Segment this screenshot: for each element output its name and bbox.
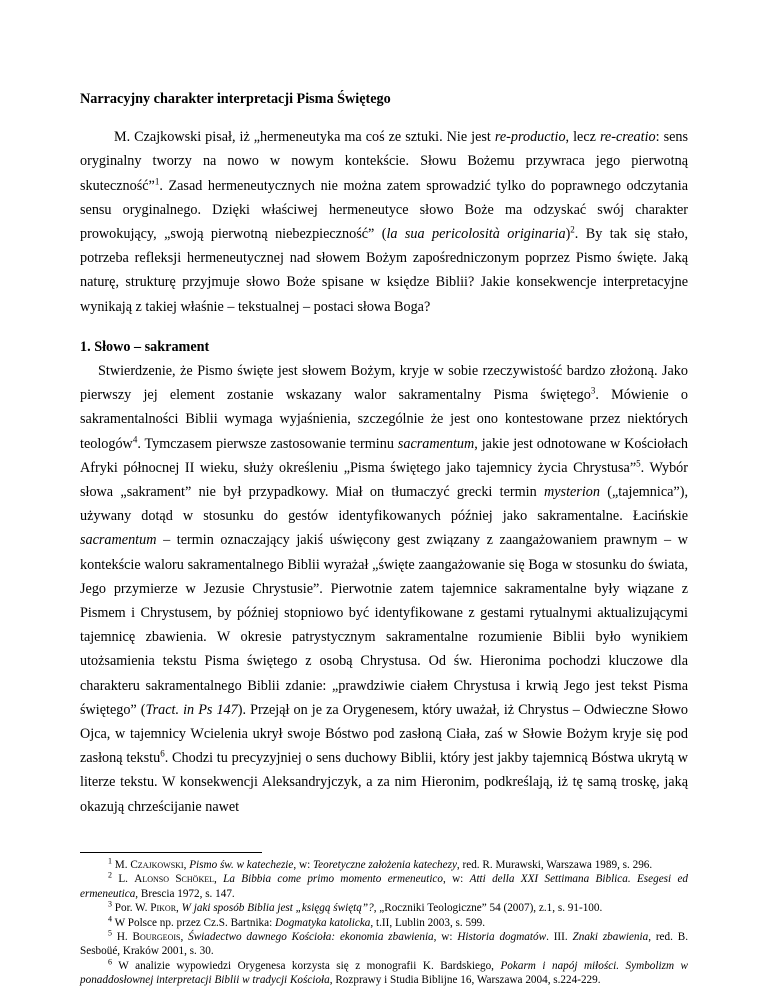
italic-title: Pismo św. w katechezie	[189, 859, 294, 871]
text-run: – termin oznaczający jakiś uświęcony gest związany z zaangażowaniem prawnym – w kontekście waloru sakramentalnego Biblii wyrażał „święte zaangażowanie się Boga w stosunku do świata, Jego przymierze w Jezusie Chrystusie”. Pierwotnie zatem tajemnice sakramentalne były wiązane z Pismem i Chrystusem, by później stopniowo być identyfikowane z gestami rytualnymi aktualizującymi tajemnicę zbawienia. W okresie patrystycznym sakramentalne rozumienie Biblii było wynikiem utożsamienia tekstu Pisma świętego z osobą Chrystusa. Od św. Hieronima pochodzi kluczowe dla charakteru sakramentalnego Biblii zdanie: „prawdziwie ciałem Chrystusa i krwią Jego jest tekst Pisma świętego” (	[80, 532, 688, 718]
italic-term: mysterion	[544, 484, 600, 501]
text-run: . Zasad hermeneutycznych nie można zatem sprowadzić tylko do poprawnego odczytania sensu oryginalnego. Dzięki właściwej hermeneutyce słowo Boże ma odzyskać swój charakter prowokujący, „swoją pierwotną niebezpieczność” (	[80, 177, 688, 243]
footnote-author: Bourgeois	[132, 931, 181, 944]
text-run: . III.	[546, 931, 573, 944]
footnote-divider	[80, 852, 262, 853]
footnote	[80, 901, 688, 915]
footnote-ref[interactable]: 3	[590, 385, 596, 396]
footnote-number: 6	[108, 957, 112, 967]
italic-title: W jaki sposób Biblia jest „księgą świętą”?	[181, 902, 374, 915]
text-run: ). Przejął on je za Orygenesem, który uważał, iż Chrystus – Odwieczne Słowo Ojca, w tajemnicy Wcielenia ukrył swoje Bóstwo pod zasłoną Ciała, zaś w Słowie Bożym kryje się pod zasłoną tekstu	[80, 701, 688, 767]
text-run: . Wybór słowa „sakrament” nie był przypadkowy. Miał on tłumaczyć grecki termin	[80, 459, 688, 501]
footnotes	[80, 858, 688, 988]
footnote	[80, 959, 688, 988]
text-run: , jakie jest odnotowane w Kościołach Afryki północnej II wieku, służy określeniu „Pisma świętego jako tajemnicy życia Chrystusa”	[80, 435, 688, 476]
text-run: )	[565, 226, 571, 243]
section-heading: 1. Słowo – sakrament	[80, 338, 210, 355]
italic-term: sacramentum	[80, 532, 157, 549]
text-run: , „Roczniki Teologiczne” 54 (2007), z.1, s. 91-100.	[373, 902, 603, 915]
footnote-ref[interactable]: 5	[636, 458, 641, 469]
footnote	[80, 930, 688, 959]
text-run: Stwierdzenie, że Pismo święte jest słowem Bożym, kryje w sobie rzeczywistość bardzo złożoną. Jako pierwszy jej element zostanie wskazany walor sakramentalny Pisma świętego	[80, 363, 688, 404]
text-run: , lecz	[565, 129, 600, 146]
italic-term: sacramentum	[397, 435, 475, 452]
footnote-ref[interactable]: 2	[570, 224, 575, 235]
text-run: ,	[176, 902, 182, 915]
footnote	[80, 913, 688, 930]
text-run: . Chodzi tu precyzyjniej o sens duchowy Biblii, który jest jakby tajemnicą Bóstwa ukrytą w literze tekstu. W konsekwencji Aleksandryjczyk, a za nim Hieronim, podkreślają, iż tę samą troskę, jaką okazują chrześcijanie nawet	[80, 750, 689, 815]
text-run: , Rozprawy i Studia Biblijne 16, Warszawa 2004, s.224-229.	[329, 974, 601, 987]
text-run: Por. W.	[112, 902, 151, 915]
main-text	[80, 87, 688, 819]
text-run: . By tak się stało, potrzeba refleksji hermeneutycznej nad słowem Bożym zapośredniczonym poprzez Pismo święte. Jaką naturę, strukturę przyjmuje słowo Boże spisane w księdze Biblii? Jakie konsekwencje interpretacyjne wynikają z takiej właśnie – tekstualnej – postaci słowa Boga?	[80, 226, 688, 315]
italic-title: Teoretyczne założenia katechezy	[312, 859, 457, 871]
footnote-number: 1	[108, 856, 112, 866]
footnote-number: 3	[108, 899, 112, 909]
footnote-author: Pikor	[150, 902, 177, 915]
italic-term: re-productio	[494, 129, 566, 146]
text-run: M.	[112, 859, 131, 871]
footnote	[80, 872, 688, 901]
text-run: („tajemnica”), używany dotąd w stosunku do gestów identyfikowanych później jako sakramentalne. Łacińskie	[80, 484, 688, 525]
footnote-number: 5	[108, 928, 112, 938]
footnote-ref[interactable]: 6	[160, 748, 165, 759]
italic-term: la sua pericolosità originaria	[386, 226, 566, 243]
text-run: ,	[183, 859, 190, 871]
text-run: : sens oryginalny tworzy na nowo w nowym kontekście. Słowu Bożemu przywraca jego pierwotną skuteczność”	[80, 129, 689, 194]
italic-title: Atti della XXI Settimana Biblica. Esegesi ed ermeneutica	[80, 873, 689, 900]
text-run: , w:	[433, 931, 458, 944]
italic-title: La Bibbia come primo momento ermeneutico	[223, 873, 443, 886]
italic-title: Dogmatyka katolicka	[275, 916, 371, 929]
italic-term: re-creatio	[599, 129, 656, 146]
text-run: , t.II, Lublin 2003, s. 599.	[370, 916, 486, 929]
italic-title: Znaki zbawienia	[572, 931, 649, 944]
footnote-ref[interactable]: 1	[154, 175, 160, 186]
page-title: Narracyjny charakter interpretacji Pisma Świętego	[80, 91, 391, 107]
italic-title: Świadectwo dawnego Kościoła: ekonomia zbawienia	[188, 931, 434, 944]
text-run: , w:	[442, 873, 470, 886]
text-run: ,	[180, 931, 189, 944]
text-run: M. Czajkowski pisał, iż „hermeneutyka ma coś ze sztuki. Nie jest	[114, 129, 495, 146]
footnote-ref[interactable]: 4	[132, 433, 138, 444]
footnote-author: Czajkowski	[130, 859, 184, 871]
text-run: W analizie wypowiedzi Orygenesa korzysta się z monografii K. Bardskiego,	[112, 959, 501, 972]
text-run: H.	[112, 931, 133, 944]
text-run: , w:	[293, 859, 313, 871]
footnote	[80, 858, 688, 872]
intro-paragraph	[80, 125, 688, 319]
section-paragraph	[80, 359, 688, 819]
footnote-number: 2	[108, 870, 112, 880]
italic-title: Historia dogmatów	[457, 931, 547, 944]
text-run: , red. R. Murawski, Warszawa 1989, s. 296.	[456, 859, 653, 871]
text-run: , Brescia 1972, s. 147.	[135, 887, 235, 900]
italic-term: Tract. in Ps 147	[145, 701, 238, 718]
text-run: . Mówienie o sakramentalności Biblii wymaga wyjaśnienia, szczególnie że jest ono kontestowane przez niektórych teologów	[80, 387, 689, 452]
text-run: . Tymczasem pierwsze zastosowanie terminu	[137, 435, 398, 452]
text-run: , red. B. Sesboüé, Kraków 2001, s. 30.	[80, 931, 689, 958]
footnote-number: 4	[108, 913, 112, 923]
text-run: L.	[112, 873, 135, 886]
italic-title: Pokarm i napój miłości. Symbolizm w ponaddosłownej interpretacji Biblii w tradycji Kościoła	[80, 959, 688, 987]
text-run: W Polsce np. przez Cz.S. Bartnika:	[112, 916, 276, 929]
footnote-author: Alonso Schökel	[134, 873, 214, 886]
text-run: ,	[214, 873, 224, 886]
